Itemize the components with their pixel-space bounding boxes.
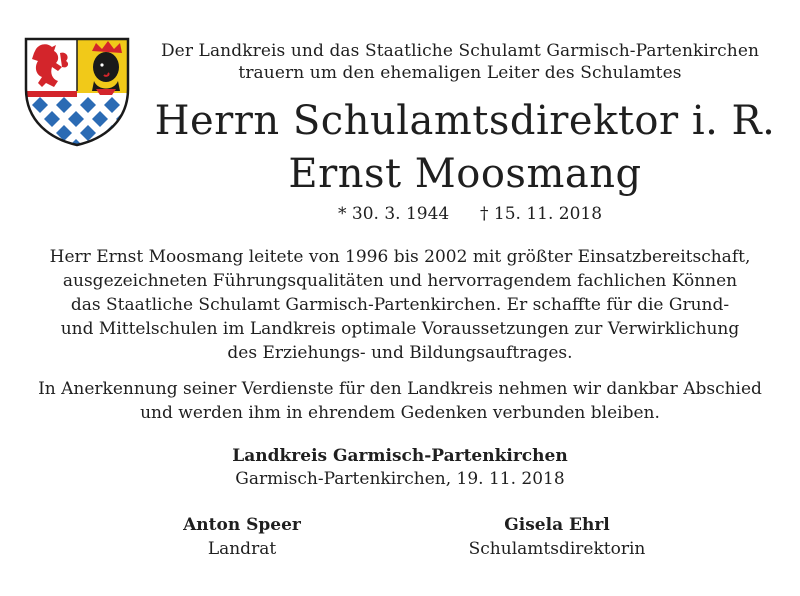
signer-name: Gisela Ehrl bbox=[504, 515, 610, 535]
signer-block bbox=[112, 514, 372, 560]
deceased-name: Ernst Moosmang bbox=[288, 151, 642, 197]
signer-name: Anton Speer bbox=[183, 515, 301, 535]
death-date: † 15. 11. 2018 bbox=[480, 204, 603, 224]
farewell-line: und werden ihm in ehrendem Gedenken verbunden bleiben. bbox=[140, 403, 660, 423]
tribute-paragraph bbox=[20, 245, 780, 365]
tribute-line: des Erziehungs- und Bildungsauftrages. bbox=[227, 343, 573, 363]
intro-line-1: Der Landkreis und das Staatliche Schulamt Garmisch-Partenkirchen bbox=[160, 41, 760, 61]
honorific-title: Herrn Schulamtsdirektor i. R. bbox=[154, 98, 776, 144]
farewell-paragraph bbox=[20, 377, 780, 425]
signer-title: Schulamtsdirektorin bbox=[468, 539, 646, 559]
tribute-line: und Mittelschulen im Landkreis optimale Voraussetzungen zur Verwirklichung bbox=[60, 319, 740, 339]
birth-date: * 30. 3. 1944 bbox=[338, 204, 450, 224]
signing-organization: Landkreis Garmisch-Partenkirchen bbox=[232, 446, 568, 466]
signer-title: Landrat bbox=[207, 539, 277, 559]
farewell-line: In Anerkennung seiner Verdienste für den Landkreis nehmen wir dankbar Abschied bbox=[38, 379, 762, 399]
place-and-date: Garmisch-Partenkirchen, 19. 11. 2018 bbox=[235, 469, 565, 489]
tribute-line: das Staatliche Schulamt Garmisch-Partenkirchen. Er schaffte für die Grund- bbox=[70, 295, 730, 315]
tribute-line: ausgezeichneten Führungsqualitäten und hervorragendem fachlichen Können bbox=[62, 271, 738, 291]
tribute-line: Herr Ernst Moosmang leitete von 1996 bis 2002 mit größter Einsatzbereitschaft, bbox=[49, 247, 751, 267]
intro-line-2: trauern um den ehemaligen Leiter des Schulamtes bbox=[238, 63, 682, 83]
signer-block bbox=[427, 514, 687, 560]
coat-of-arms-icon bbox=[22, 33, 132, 147]
